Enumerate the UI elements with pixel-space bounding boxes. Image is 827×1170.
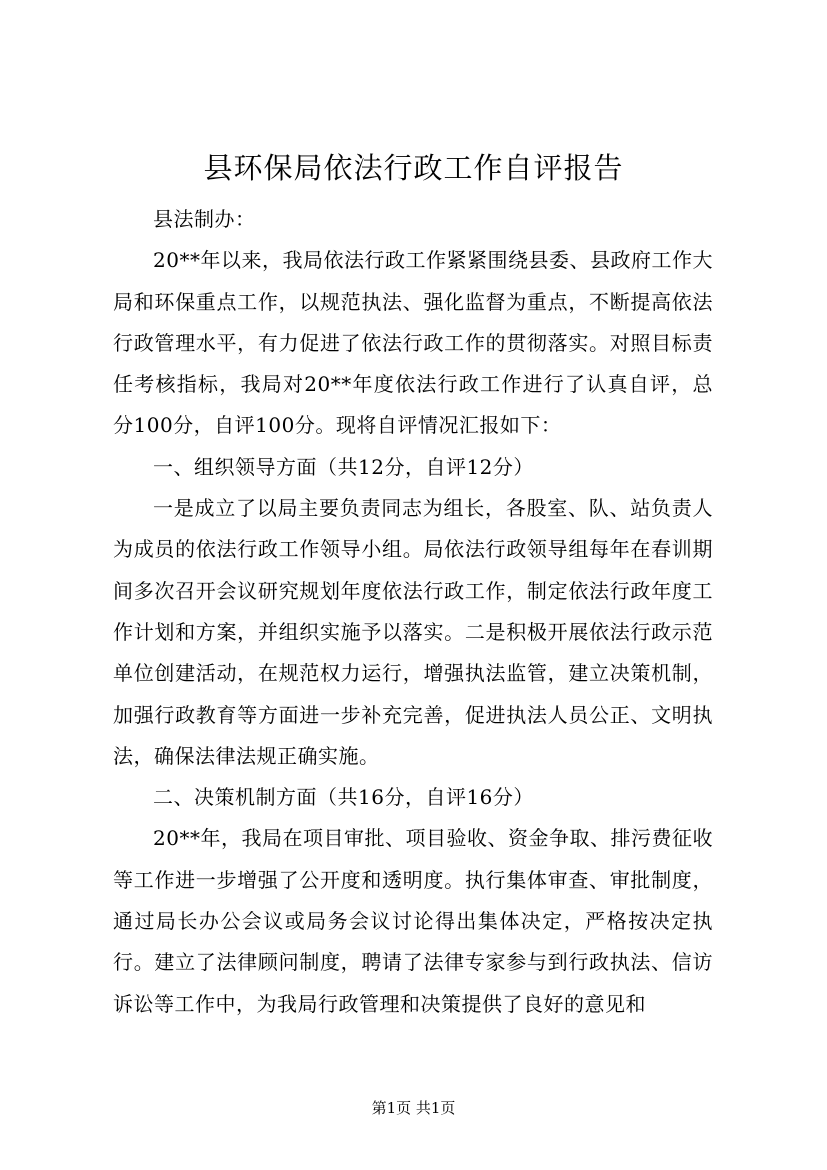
paragraph-organization: 一是成立了以局主要负责同志为组长，各股室、队、站负责人为成员的依法行政工作领导小组。局依法行政领导组每年在春训期间多次召开会议研究规划年度依法行政工作，制定依法行政年度工作计划和方案，并组织实施予以落实。二是积极开展依法行政示范单位创建活动，在规范权力运行，增强执法监管，建立决策机制，加强行政教育等方面进一步补充完善，促进执法人员公正、文明执法，确保法律法规正确实施。: [113, 496, 713, 768]
salutation: 县法制办：: [153, 207, 256, 231]
section-heading-decision: 二、决策机制方面（共16分，自评16分）: [153, 785, 534, 810]
document-body: [113, 199, 713, 1025]
document-title: 县环保局依法行政工作自评报告: [203, 151, 624, 185]
paragraph-decision: 20**年，我局在项目审批、项目验收、资金争取、排污费征收等工作进一步增强了公开度和透明度。执行集体审查、审批制度，通过局长办公会议或局务会议讨论得出集体决定，严格按决定执行。建立了法律顾问制度，聘请了法律专家参与到行政执法、信访诉讼等工作中，为我局行政管理和决策提供了良好的意见和: [113, 826, 713, 1016]
section-heading-organization: 一、组织领导方面（共12分，自评12分）: [153, 454, 534, 479]
page-number-footer: 第1页 共1页: [371, 1099, 456, 1117]
paragraph-intro: 20**年以来，我局依法行政工作紧紧围绕县委、县政府工作大局和环保重点工作，以规范执法、强化监督为重点，不断提高依法行政管理水平，有力促进了依法行政工作的贯彻落实。对照目标责任考核指标，我局对20**年度依法行政工作进行了认真自评，总分100分，自评100分。现将自评情况汇报如下：: [113, 248, 713, 438]
